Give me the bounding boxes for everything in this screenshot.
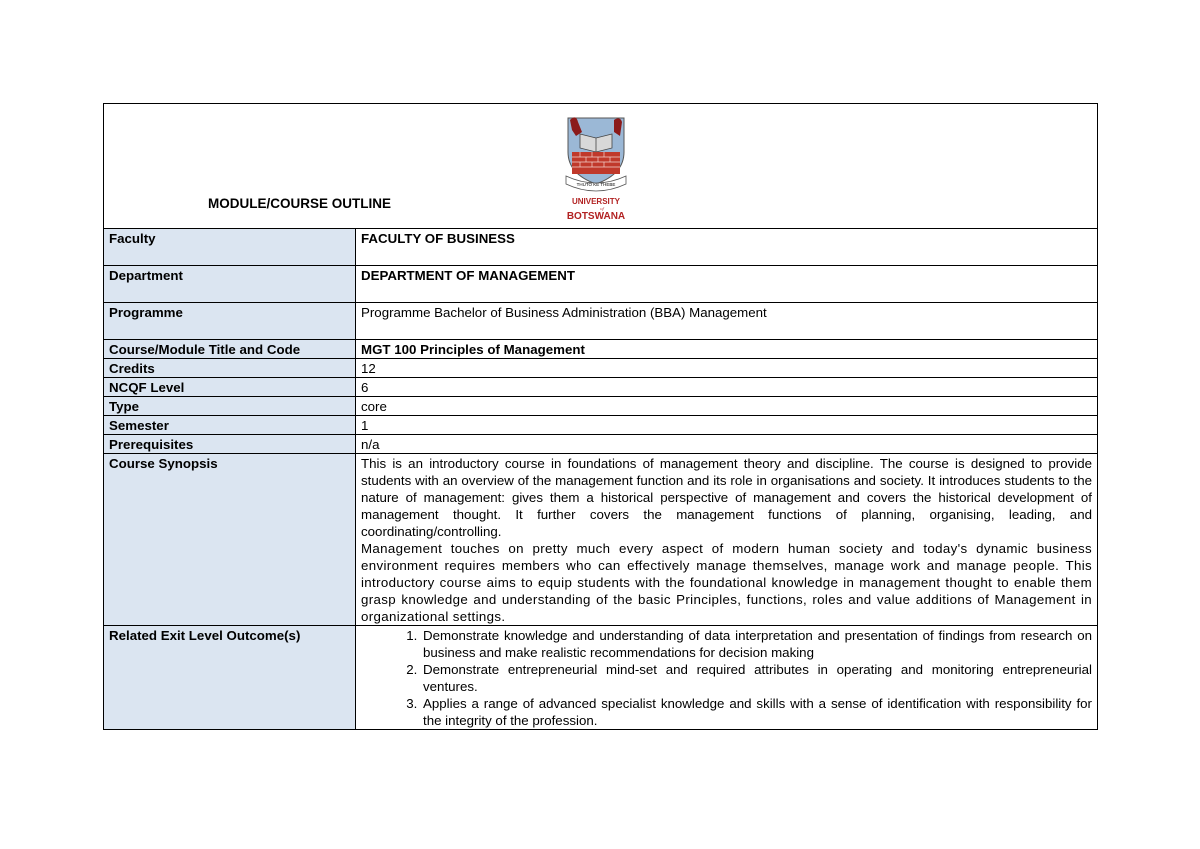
- type-value: core: [356, 397, 1098, 416]
- synopsis-paragraph-1: This is an introductory course in foundations of management theory and discipline. The course is designed to provide students with an overview of the management function and its role in organisations and society. It introduces students to the nature of management: gives them a historical perspective of management and covers the historical development of management thought. It further covers the management functions of planning, organising, leading, and coordinating/controlling.: [361, 456, 1092, 539]
- ncqf-label: NCQF Level: [104, 378, 356, 397]
- row-programme: [104, 303, 1098, 340]
- title-code-label: Course/Module Title and Code: [104, 340, 356, 359]
- row-department: [104, 266, 1098, 303]
- type-label: Type: [104, 397, 356, 416]
- department-value: DEPARTMENT OF MANAGEMENT: [356, 266, 1098, 303]
- list-item: 2. Demonstrate entrepreneurial mind-set and required attributes in operating and monitoring entrepreneurial ventures.: [421, 661, 1092, 695]
- course-outline-table: [103, 228, 1098, 730]
- synopsis-paragraph-2: Management touches on pretty much every aspect of modern human society and today's dynamic business environment requires members who can effectively manage themselves, manage work and manage people. This introductory course aims to equip students with the foundational knowledge in management thought to enable them grasp knowledge and understanding of the basic Principles, functions, roles and value additions of Management in organizational settings.: [361, 541, 1092, 624]
- credits-label: Credits: [104, 359, 356, 378]
- prerequisites-label: Prerequisites: [104, 435, 356, 454]
- semester-label: Semester: [104, 416, 356, 435]
- row-faculty: [104, 229, 1098, 266]
- row-ncqf: [104, 378, 1098, 397]
- row-title-code: [104, 340, 1098, 359]
- faculty-label: Faculty: [104, 229, 356, 266]
- row-synopsis: [104, 454, 1098, 626]
- svg-text:BOTSWANA: BOTSWANA: [566, 211, 626, 222]
- title-code-value: MGT 100 Principles of Management: [356, 340, 1098, 359]
- list-item: 3. Applies a range of advanced specialist knowledge and skills with a sense of identification with responsibility for the integrity of the profession.: [421, 695, 1092, 729]
- row-credits: [104, 359, 1098, 378]
- credits-value: 12: [356, 359, 1098, 378]
- faculty-value: FACULTY OF BUSINESS: [356, 229, 1098, 266]
- svg-text:THUTO KE THEBE: THUTO KE THEBE: [576, 182, 616, 187]
- svg-text:of: of: [600, 206, 604, 211]
- row-outcomes: [104, 626, 1098, 730]
- programme-label: Programme: [104, 303, 356, 340]
- synopsis-value: [356, 454, 1098, 626]
- synopsis-label: Course Synopsis: [104, 454, 356, 626]
- list-item: 1. Demonstrate knowledge and understanding of data interpretation and presentation of findings from research on business and make realistic recommendations for decision making: [421, 627, 1092, 661]
- department-label: Department: [104, 266, 356, 303]
- outcomes-value: [356, 626, 1098, 730]
- row-semester: [104, 416, 1098, 435]
- row-type: [104, 397, 1098, 416]
- row-prerequisites: [104, 435, 1098, 454]
- outcomes-list: [361, 627, 1092, 729]
- ncqf-value: 6: [356, 378, 1098, 397]
- semester-value: 1: [356, 416, 1098, 435]
- prerequisites-value: n/a: [356, 435, 1098, 454]
- svg-text:UNIVERSITY: UNIVERSITY: [571, 197, 621, 206]
- page-title: MODULE/COURSE OUTLINE: [208, 196, 392, 211]
- outcomes-label: Related Exit Level Outcome(s): [104, 626, 356, 730]
- university-logo: [556, 112, 636, 224]
- programme-value: Programme Bachelor of Business Administration (BBA) Management: [356, 303, 1098, 340]
